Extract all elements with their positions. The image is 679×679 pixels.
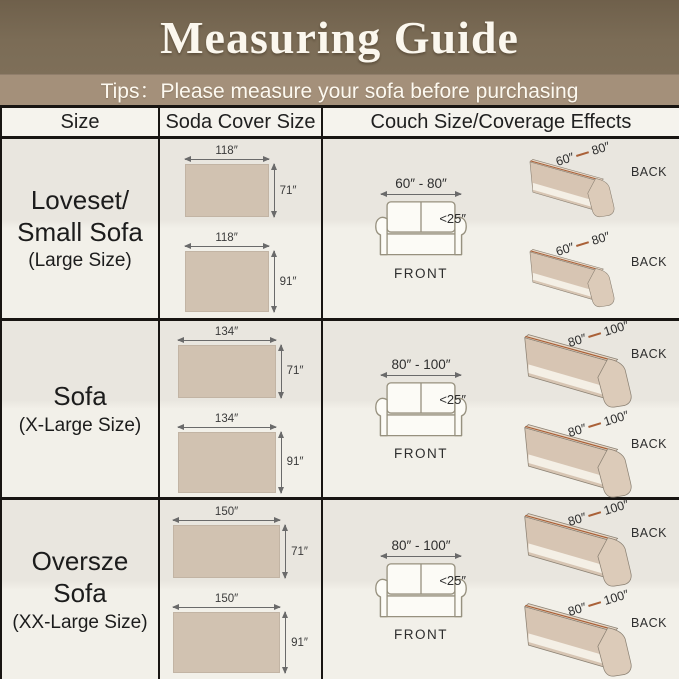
couch-size-cell <box>323 497 679 679</box>
sofa-back-illustration <box>527 245 625 310</box>
front-width-range: 80″ - 100″ <box>391 537 451 553</box>
width-arrow <box>173 520 280 521</box>
back-label: BACK <box>630 526 667 540</box>
cover-height-label: 91″ <box>291 636 308 649</box>
cover-height-label: 91″ <box>279 275 297 288</box>
size-name-cell <box>2 500 160 679</box>
cover-width-label: 134″ <box>214 325 239 338</box>
table-header-row <box>2 105 679 139</box>
sofa-front-illustration <box>372 200 470 258</box>
cover-rectangle <box>185 164 269 217</box>
sofa-back-views <box>509 497 679 679</box>
sofa-back-view <box>509 407 679 501</box>
cover-width-label: 118″ <box>215 232 238 244</box>
range-to: 100″ <box>602 497 631 518</box>
range-to: 100″ <box>602 318 631 339</box>
range-to: 100″ <box>602 586 631 608</box>
sofa-front-view <box>323 321 509 497</box>
cover-rectangle <box>173 525 280 578</box>
cover-width-label: 134″ <box>214 412 239 425</box>
sofa-front-illustration <box>372 562 470 620</box>
height-arrow <box>274 251 275 312</box>
range-from: 60″ <box>554 239 576 259</box>
cover-width-label: 118″ <box>215 145 238 157</box>
range-dash <box>588 332 601 338</box>
height-arrow <box>281 345 282 398</box>
width-arrow <box>173 607 280 608</box>
size-guide-table <box>0 105 679 679</box>
front-label: FRONT <box>394 265 448 281</box>
back-label: BACK <box>630 436 667 451</box>
size-name-cell <box>2 321 160 497</box>
cover-size-cell <box>160 139 323 318</box>
cover-size-diagram <box>178 413 304 493</box>
column-header-couch-size: Couch Size/Coverage Effects <box>370 110 632 133</box>
cover-size-cell <box>160 321 323 497</box>
size-name: Small Sofa <box>17 216 143 247</box>
front-width-arrow <box>381 375 461 376</box>
cover-size-diagram <box>185 232 297 312</box>
front-width-arrow <box>381 194 461 195</box>
size-subtitle: (XX-Large Size) <box>12 611 148 633</box>
cover-size-diagram <box>185 145 297 217</box>
size-subtitle: (X-Large Size) <box>18 414 142 436</box>
cover-width-label: 150″ <box>214 593 239 606</box>
back-label: BACK <box>630 165 667 179</box>
sofa-front-view <box>323 139 509 318</box>
tips-bar <box>0 74 679 105</box>
range-from: 60″ <box>554 150 576 169</box>
column-header-cover-size: Soda Cover Size <box>160 108 323 136</box>
range-from: 80″ <box>566 331 588 350</box>
range-from: 80″ <box>566 599 588 619</box>
cover-rectangle <box>178 432 276 493</box>
width-arrow <box>185 246 269 247</box>
range-to: 80″ <box>589 228 612 248</box>
table-row-loveseat <box>2 139 679 318</box>
front-width-arrow <box>381 556 461 557</box>
range-from: 80″ <box>566 510 588 529</box>
size-name: Loveset/ <box>30 184 130 215</box>
size-subtitle: (Large Size) <box>28 250 132 272</box>
sofa-back-view <box>509 229 679 319</box>
seat-depth-label: <25″ <box>439 211 466 227</box>
cover-size-diagram <box>173 593 308 673</box>
range-to: 100″ <box>602 407 631 429</box>
sofa-back-views <box>509 139 679 318</box>
front-label: FRONT <box>394 446 448 462</box>
couch-size-cell <box>323 318 679 497</box>
cover-height-label: 71″ <box>286 365 304 377</box>
sofa-back-view <box>509 139 679 229</box>
size-name: Oversze Sofa <box>31 546 129 608</box>
cover-width-label: 150″ <box>214 506 239 519</box>
seat-depth-label: <25″ <box>439 391 466 407</box>
height-arrow <box>274 164 275 217</box>
table-row-oversize-sofa <box>2 497 679 679</box>
seat-depth-label: <25″ <box>439 572 466 588</box>
back-label: BACK <box>630 254 667 269</box>
cover-size-diagram <box>173 506 308 578</box>
width-arrow <box>178 427 276 428</box>
width-arrow <box>185 159 269 160</box>
column-header-size: Size <box>2 108 160 136</box>
title-banner <box>0 0 679 74</box>
cover-height-label: 71″ <box>291 545 308 558</box>
sofa-back-view <box>509 586 679 679</box>
size-name-cell <box>2 139 160 318</box>
sofa-back-views <box>509 318 679 497</box>
sofa-front-illustration <box>372 381 470 439</box>
range-dash <box>588 511 601 517</box>
sofa-front-view <box>323 500 509 679</box>
cover-height-label: 71″ <box>279 184 297 197</box>
height-arrow <box>281 432 282 493</box>
cover-rectangle <box>185 251 269 312</box>
range-dash <box>576 151 589 157</box>
cover-rectangle <box>178 345 276 398</box>
cover-rectangle <box>173 612 280 673</box>
back-label: BACK <box>630 347 667 361</box>
page-title: Measuring Guide <box>160 11 519 63</box>
range-dash <box>588 422 601 428</box>
range-from: 80″ <box>566 420 588 440</box>
tips-text: Tips：Please measure your sofa before purchasing <box>100 80 579 103</box>
front-width-range: 80″ - 100″ <box>391 356 451 372</box>
sofa-back-view <box>509 497 679 590</box>
range-to: 80″ <box>589 139 612 158</box>
couch-size-cell <box>323 139 679 318</box>
size-name: Sofa <box>53 381 107 412</box>
cover-height-label: 91″ <box>286 456 304 468</box>
sofa-back-illustration <box>527 155 625 220</box>
height-arrow <box>285 612 286 673</box>
width-arrow <box>178 340 276 341</box>
range-dash <box>588 601 601 607</box>
front-label: FRONT <box>394 627 448 643</box>
cover-size-cell <box>160 500 323 679</box>
range-dash <box>576 241 589 247</box>
front-width-range: 60″ - 80″ <box>395 176 447 192</box>
back-label: BACK <box>630 615 667 630</box>
height-arrow <box>285 525 286 578</box>
sofa-back-view <box>509 318 679 411</box>
cover-size-diagram <box>178 326 304 398</box>
table-row-sofa <box>2 318 679 497</box>
